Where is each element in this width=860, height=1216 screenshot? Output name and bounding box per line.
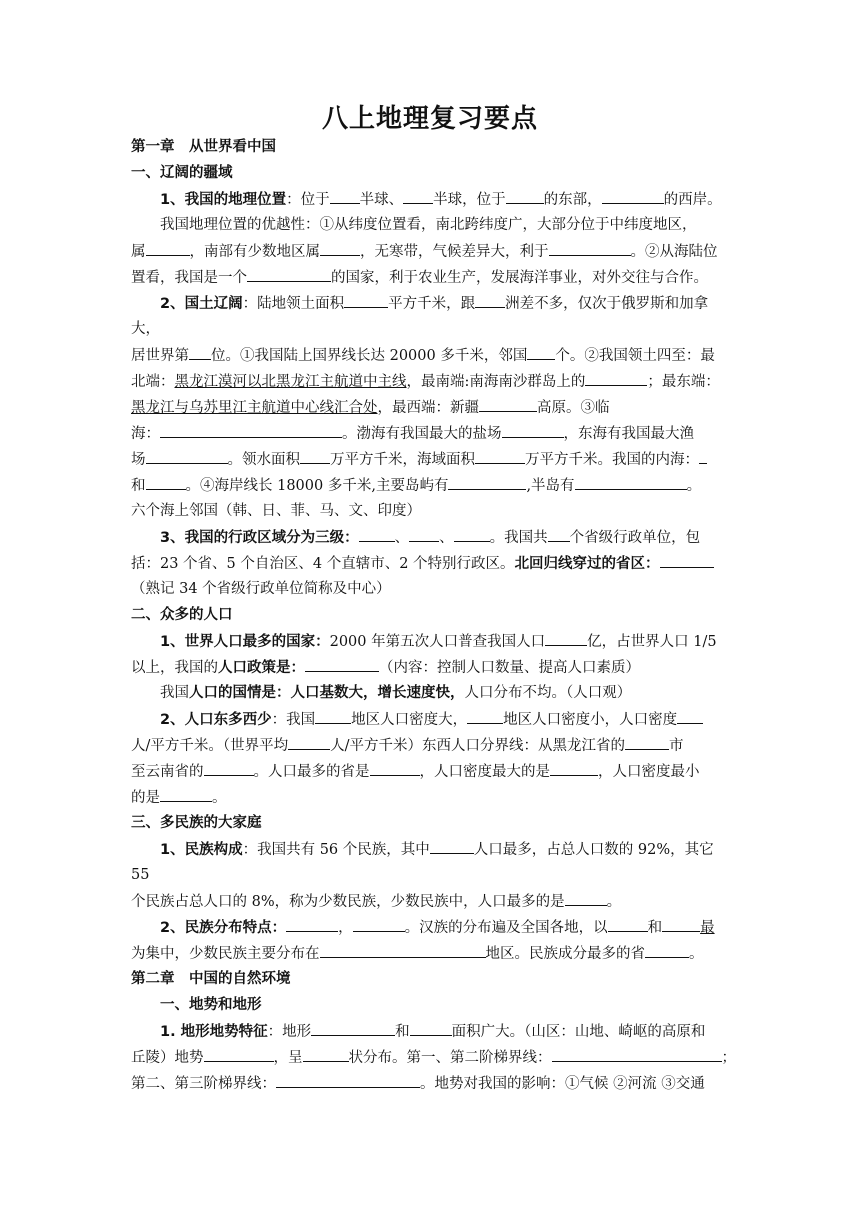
text: 位。①我国陆上国界线长达 20000 多千米，邻国 [211,348,528,364]
fill-blank [160,423,342,438]
text: 。 [689,946,704,962]
fill-blank [645,943,689,958]
text: 的国家，利于农业生产，发展海洋事业，对外交往与合作。 [331,270,708,286]
fill-blank [300,449,330,464]
text-line [131,657,731,678]
item-heading: 3、我国的行政区域分为三级： [160,530,359,546]
text-line: 六个海上邻国（韩、日、菲、马、文、印度） [131,503,421,519]
fill-blank [315,709,351,724]
text: ；最东端： [647,374,720,390]
text: 、 [439,530,454,546]
fill-blank [506,189,544,204]
text: 和 [395,1024,410,1040]
text: 。领水面积 [227,452,300,468]
text: 个省级行政单位，包 [569,530,701,546]
text-line [131,345,731,366]
text: ，无寒带，气候差异大，利于 [360,244,549,260]
text-line [131,761,731,782]
section-4-heading: 一、地势和地形 [160,997,262,1013]
text: 为集中，少数民族主要分布在 [131,946,320,962]
text: 人口分布不均。（人口观） [464,685,632,701]
text-line [131,943,731,964]
text-line: 大， [131,321,160,337]
paragraph-terrain [160,1021,731,1042]
text-line [131,475,731,496]
text: 属 [131,244,146,260]
text: 人/平方千米。（世界平均 [131,738,289,754]
text: 。人口最多的省是 [253,764,370,780]
paragraph-advantage-line3 [131,267,731,288]
fill-blank [204,1047,274,1062]
fill-blank [330,189,360,204]
text: ，南部有少数地区属 [189,244,320,260]
fill-blank [475,293,505,308]
text: 。 [212,790,227,806]
fill-blank [625,735,669,750]
fill-blank [353,917,405,932]
fill-blank [311,1021,395,1036]
text: 。汉族的分布遍及全国各地，以 [404,920,608,936]
underlined-text: 黑龙江漠河以北黑龙江主航道中主线 [174,374,407,390]
text: ：我国共有 56 个民族，其中 [242,842,430,858]
text-line [131,371,731,392]
text: 万平方千米，海域面积 [330,452,475,468]
text: 地区人口密度大， [351,712,468,728]
fill-blank [286,917,338,932]
text: 的东部， [543,192,602,208]
fill-blank [189,345,211,360]
fill-blank [565,891,607,906]
text: 和 [647,920,663,936]
item-heading: 1、世界人口最多的国家： [160,634,330,650]
text: 。 [606,894,622,910]
item-heading: 1、民族构成 [160,842,243,858]
text-line [160,683,731,703]
chapter-1-heading: 第一章 从世界看中国 [131,139,276,155]
fill-blank [602,189,664,204]
text: 的是 [131,790,160,806]
text-line [131,787,731,808]
text: 居世界第 [131,348,189,364]
fill-blank [146,449,228,464]
underlined-text: 黑龙江与乌苏里江主航道中心线汇合处 [131,400,378,416]
paragraph-territory [160,293,731,314]
paragraph-ethnic [160,839,731,860]
text: 地区人口密度小，人口密度 [503,712,678,728]
section-3-heading: 三、多民族的大家庭 [131,815,262,831]
text: 人/平方千米）东西人口分界线：从黑龙江省的 [330,738,626,754]
text: 以上，我国的 [131,660,218,676]
text: 半球，位于 [433,192,506,208]
text: 我国 [160,685,189,701]
paragraph-advantage-line2 [131,241,731,262]
text: ，呈 [273,1050,303,1066]
paragraph-distribution [160,709,731,730]
text: 个民族占总人口的 8%，称为少数民族，少数民族中，人口最多的是 [131,894,565,910]
text-line [131,397,731,418]
section-1-heading: 一、辽阔的疆域 [131,165,233,181]
bold-text: 人口的国情是：人口基数大，增长速度快， [189,685,465,701]
paragraph-advantage: 我国地理位置的优越性：①从纬度位置看，南北跨纬度广，大部分位于中纬度地区， [160,217,697,233]
fill-blank [467,709,503,724]
item-heading: 1. 地形地势特征 [160,1024,268,1040]
fill-blank [454,527,490,542]
underlined-text: 最 [700,920,715,936]
fill-blank [204,761,254,776]
text: 置看，我国是一个 [131,270,247,286]
text: ：陆地领土面积 [242,296,345,312]
text: 。地势对我国的影响：①气候 ②河流 ③交通 [420,1076,705,1092]
fill-blank [344,293,388,308]
text: 平方千米，跟 [388,296,476,312]
bold-text: 北回归线穿过的省区： [514,556,660,572]
fill-blank [552,1047,722,1062]
text-line [131,553,731,574]
fill-blank [320,943,486,958]
text-line [131,449,731,470]
text: ，人口密度最小 [598,764,700,780]
item-heading: 2、民族分布特点： [160,920,287,936]
text-line: （熟记 34 个省级行政单位简称及中心） [131,581,391,597]
fill-blank [662,917,700,932]
text: ，最西端：新疆 [377,400,479,416]
text: ，最南端:南海南沙群岛上的 [406,374,586,390]
fill-blank [288,735,330,750]
text: ，东海有我国最大渔 [563,426,694,442]
text: 。 [686,478,702,494]
text: ，人口密度最大的是 [419,764,550,780]
text-line [131,891,731,912]
bold-text: 人口政策是： [218,660,305,676]
text: 状分布。第一、第二阶梯界线： [348,1050,552,1066]
fill-blank [608,917,648,932]
item-heading: 2、国土辽阔 [160,296,243,312]
text: 。④海岸线长 18000 多千米,主要岛屿有 [185,478,449,494]
fill-blank [585,371,647,386]
chapter-2-heading: 第二章 中国的自然环境 [131,971,291,987]
fill-blank [575,475,687,490]
fill-blank [549,241,631,256]
fill-blank [409,527,439,542]
text: 高原。③临 [537,400,610,416]
fill-blank [677,709,703,724]
fill-blank [448,475,526,490]
text-line [131,423,731,444]
paragraph-population [160,631,731,652]
fill-blank [146,475,186,490]
text: 的西岸。 [663,192,722,208]
text: 场 [131,452,146,468]
text: 地区。民族成分最多的省 [485,946,645,962]
fill-blank [359,527,395,542]
section-2-heading: 二、众多的人口 [131,607,233,623]
text: （内容：控制人口数量、提高人口素质） [379,660,640,676]
text: ：位于 [286,192,330,208]
text-line: 55 [131,867,150,883]
text: 和 [131,478,146,494]
text: 。我国共 [489,530,548,546]
fill-blank [502,423,564,438]
fill-blank [548,527,570,542]
fill-blank [247,267,331,282]
text: 。渤海有我国最大的盐场 [342,426,502,442]
text: 北端： [131,374,175,390]
paragraph-admin [160,527,731,548]
text: 万平方千米。我国的内海： [525,452,699,468]
text: 括：23 个省、5 个自治区、4 个直辖市、2 个特别行政区。 [131,556,515,572]
document-title: 八上地理复习要点 [321,104,538,134]
fill-blank [160,787,212,802]
text: 面积广大。（山区：山地、崎岖的高原和 [451,1024,706,1040]
text: 人口最多，占总人口数的 92%，其它 [473,842,714,858]
text-line [131,1047,736,1068]
text: ：地形 [267,1024,312,1040]
fill-blank [699,449,707,464]
fill-blank [550,761,598,776]
fill-blank [527,345,555,360]
text: ,半岛有 [526,478,575,494]
fill-blank [146,241,190,256]
text: 海： [131,426,160,442]
text: 洲差不多，仅次于俄罗斯和加拿 [505,296,709,312]
fill-blank [276,1073,420,1088]
text: ； [721,1050,736,1066]
text: 丘陵）地势 [131,1050,204,1066]
fill-blank [370,761,420,776]
fill-blank [320,241,360,256]
text: 。②从海陆位 [630,244,718,260]
text: 个。②我国领土四至：最 [555,348,715,364]
text-line [131,1073,731,1094]
fill-blank [545,631,587,646]
fill-blank [305,657,379,672]
text: 亿，占世界人口 1/5 [587,634,717,650]
item-heading: 1、我国的地理位置 [160,192,287,208]
fill-blank [430,839,474,854]
text-line [131,735,731,756]
text: 市 [669,738,684,754]
fill-blank [303,1047,349,1062]
text: 2000 年第五次人口普查我国人口 [329,634,546,650]
text: ， [338,920,353,936]
fill-blank [479,397,537,412]
paragraph-ethnic-distribution [160,917,731,938]
text: 第二、第三阶梯界线： [131,1076,276,1092]
fill-blank [660,553,714,568]
fill-blank [475,449,525,464]
fill-blank [403,189,433,204]
item-heading: 2、人口东多西少 [160,712,272,728]
text: 、 [394,530,410,546]
fill-blank [410,1021,452,1036]
text: 至云南省的 [131,764,204,780]
text: ：我国 [271,712,316,728]
text: 半球、 [359,192,404,208]
paragraph-location [160,189,731,210]
